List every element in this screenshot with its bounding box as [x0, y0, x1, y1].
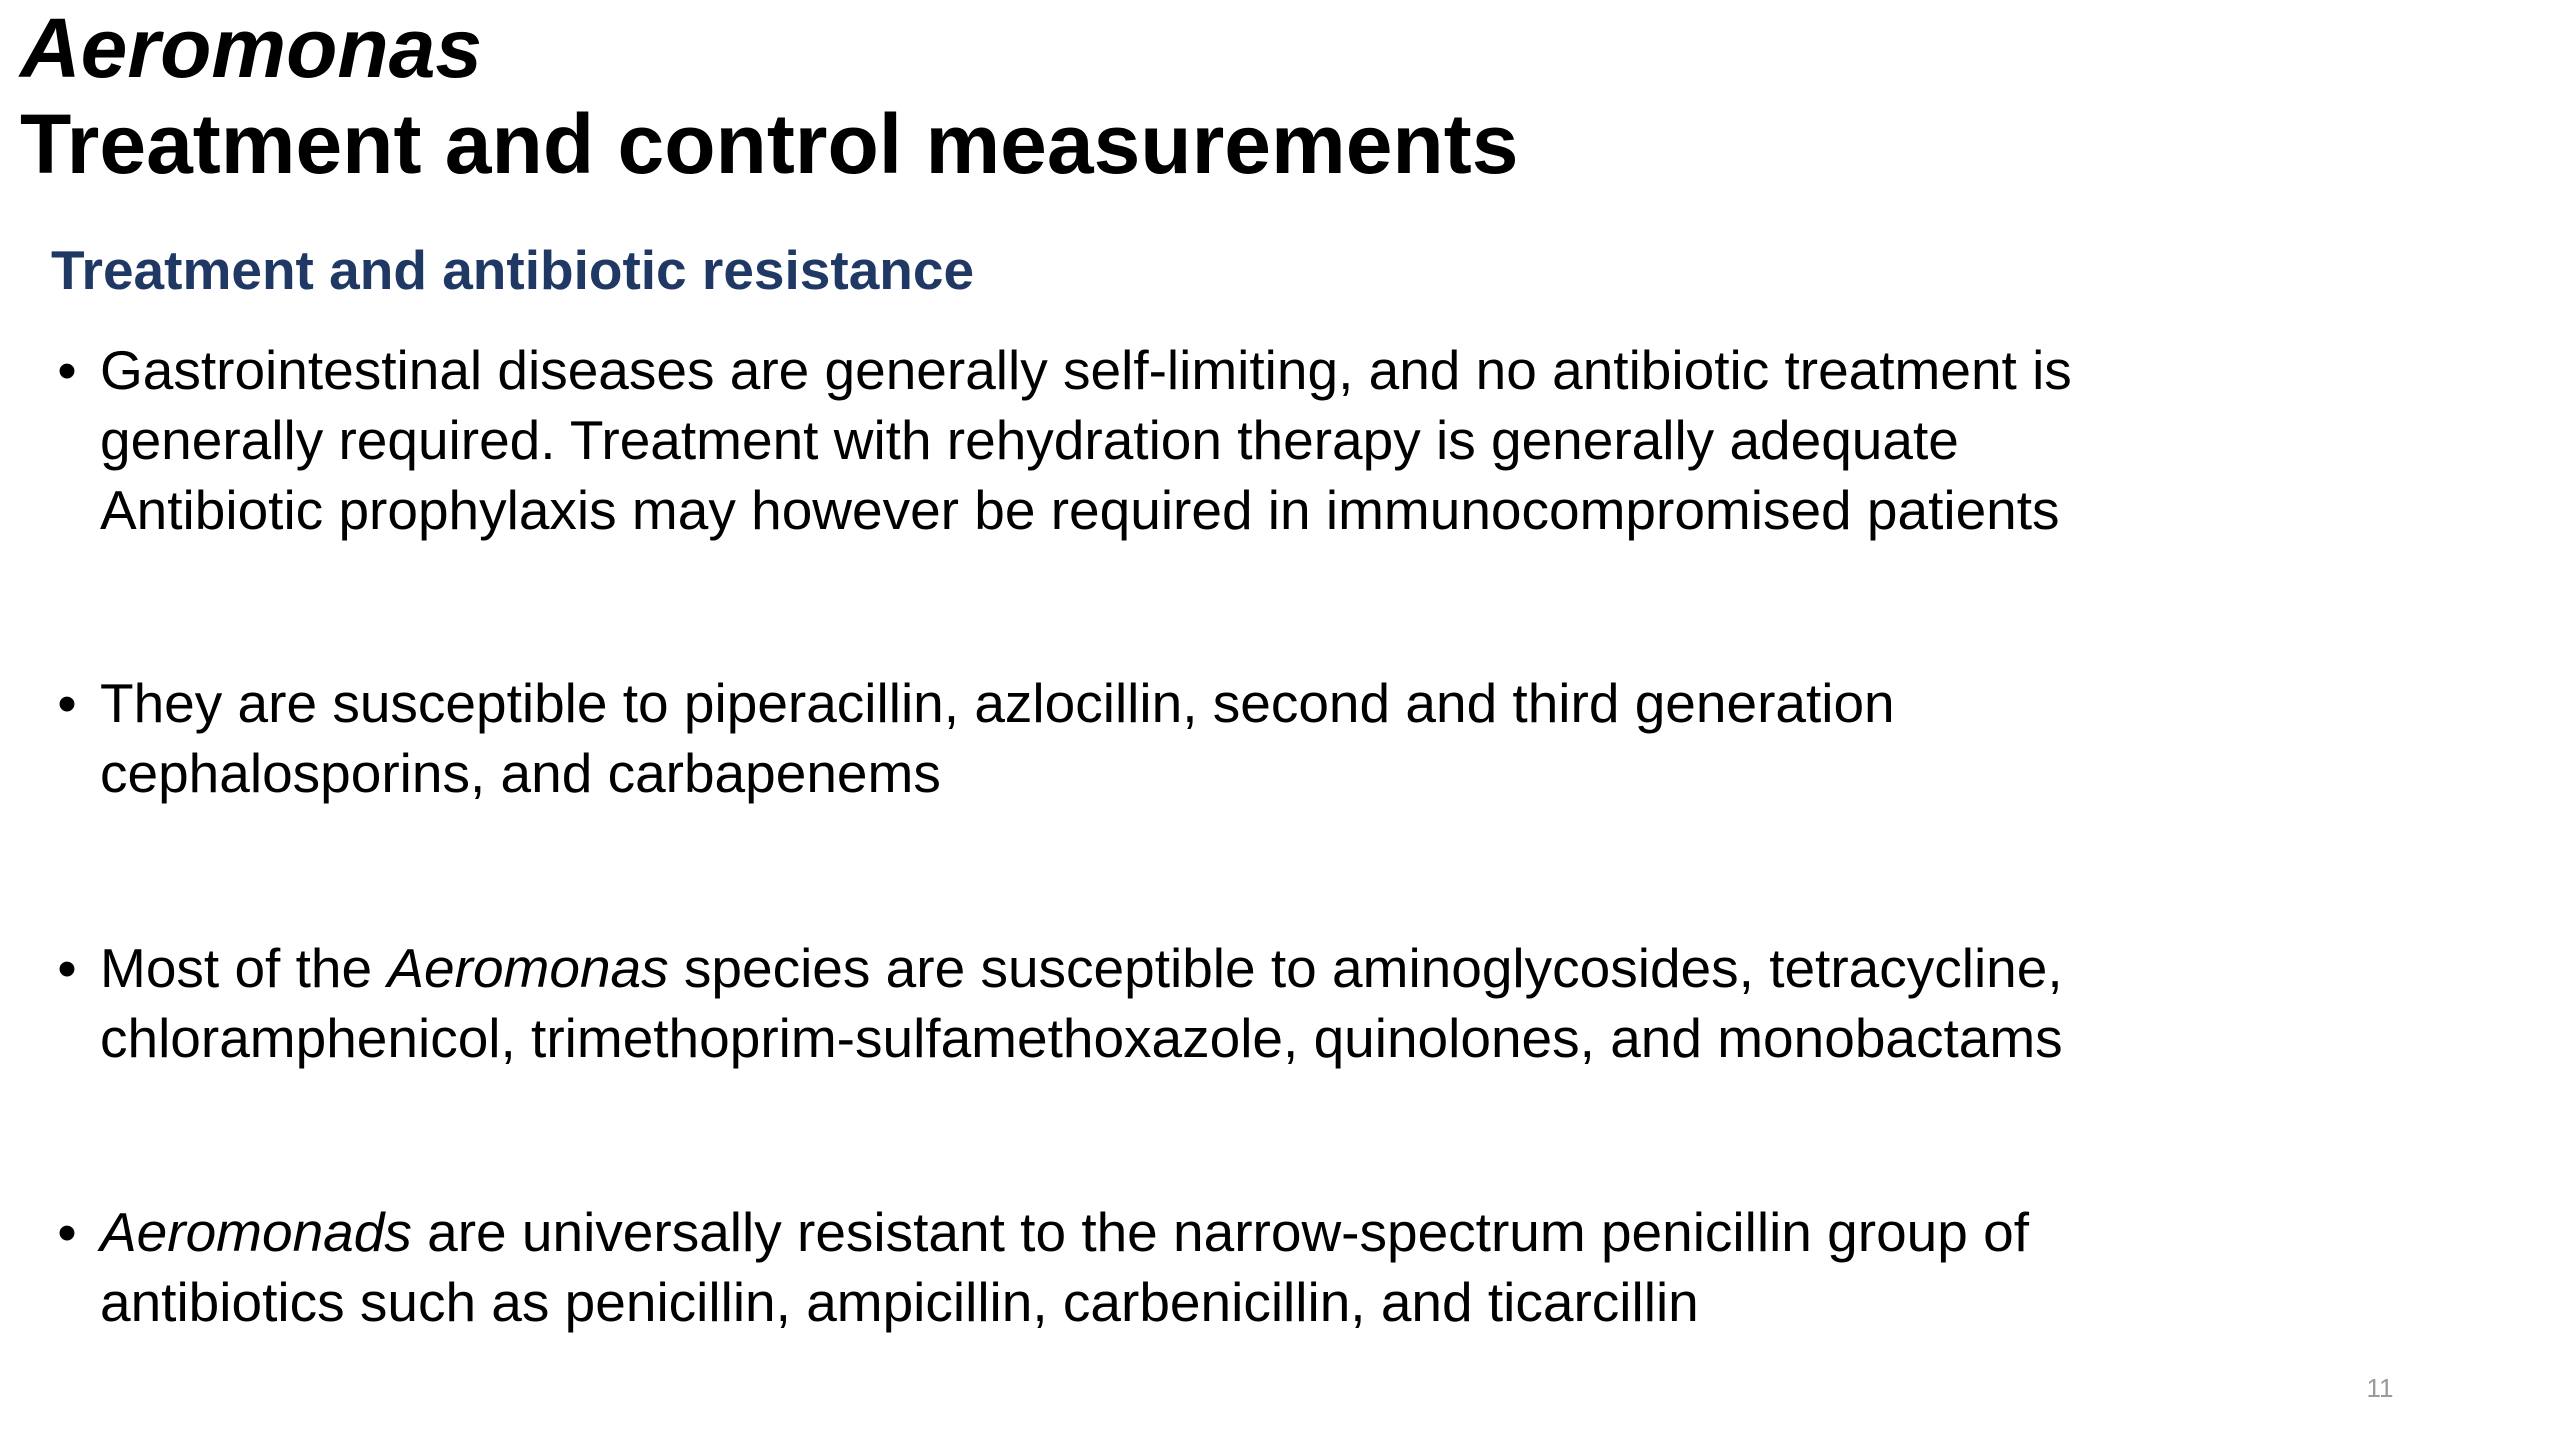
bullet-line: cephalosporins, and carbapenems [100, 742, 941, 804]
bullet-text: species are susceptible to aminoglycosides, tetracycline, [668, 937, 2063, 999]
title-main: Treatment and control measurements [20, 97, 1519, 191]
bullet-item [57, 668, 2440, 808]
bullet-line: They are susceptible to piperacillin, azlocillin, second and third generation [100, 672, 1895, 734]
page-number: 11 [2366, 1373, 2394, 1403]
title-genus: Aeromonas [20, 1, 483, 95]
bullet-line: chloramphenicol, trimethoprim-sulfamethoxazole, quinolones, and monobactams [100, 1007, 2063, 1069]
bullet-line: Gastrointestinal diseases are generally self-limiting, and no antibiotic treatment is [100, 339, 2072, 401]
bullet-icon: • [57, 672, 77, 734]
bullet-line: generally required. Treatment with rehydration therapy is generally adequate [100, 409, 1959, 471]
bullet-text: Most of the [100, 937, 388, 999]
bullet-line: antibiotics such as penicillin, ampicillin, carbenicillin, and ticarcillin [100, 1271, 1699, 1333]
bullet-icon: • [57, 339, 77, 401]
bullet-item [57, 933, 2440, 1073]
bullet-item [57, 1197, 2440, 1337]
bullet-icon: • [57, 1201, 77, 1263]
bullet-item [57, 335, 2440, 545]
bullet-text: are universally resistant to the narrow-spectrum penicillin group of [411, 1201, 2029, 1263]
bullet-line [100, 933, 2440, 1003]
bullet-line [100, 1197, 2440, 1267]
bullet-line: Antibiotic prophylaxis may however be required in immunocompromised patients [100, 479, 2060, 541]
species-name: Aeromonas [387, 937, 669, 999]
bullet-icon: • [57, 937, 77, 999]
species-name: Aeromonads [100, 1201, 412, 1263]
section-subheading: Treatment and antibiotic resistance [51, 239, 975, 301]
